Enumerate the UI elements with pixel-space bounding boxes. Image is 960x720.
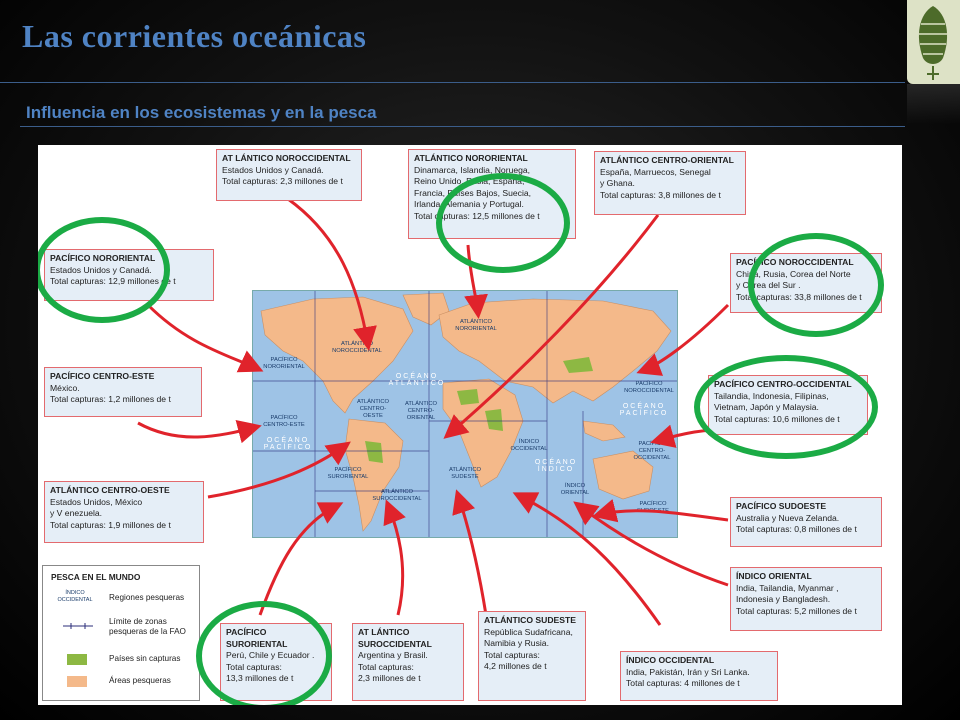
- box-total: Total capturas: 10,6 millones de t: [714, 413, 840, 424]
- map-legend: [42, 565, 200, 701]
- map-label-atlantico-centro-oriental: ATLÁNTICO CENTRO-ORIENTAL: [404, 401, 438, 421]
- box-countries: Tailandia, Indonesia, Filipinas,: [714, 390, 829, 401]
- highlight-circle-atlantico-nororiental: [436, 173, 570, 273]
- box-title: PACÍFICO SURORIENTAL: [226, 627, 288, 649]
- ocean-label-pacifico-west: OCÉANO PACÍFICO: [619, 403, 669, 417]
- box-title: ATLÁNTICO CENTRO-OESTE: [50, 485, 170, 495]
- slide-subtitle: Influencia en los ecosistemas y en la pesca: [26, 103, 377, 122]
- box-title: ATLÁNTICO CENTRO-ORIENTAL: [600, 155, 734, 165]
- box-countries: Perú, Chile y Ecuador .: [226, 650, 315, 660]
- box-title: AT LÁNTICO NOROCCIDENTAL: [222, 153, 351, 163]
- map-label-atlantico-noroccidental: ATLÁNTICO NOROCCIDENTAL: [332, 341, 382, 354]
- map-label-atlantico-nororiental: ATLÁNTICO NORORIENTAL: [455, 319, 497, 332]
- box-total: Total capturas: 1,2 millones de t: [50, 394, 171, 404]
- pinecone-logo: [907, 0, 960, 84]
- box-total: Total capturas: 5,2 millones de t: [736, 605, 857, 616]
- legend-areas: Áreas pesqueras: [109, 676, 171, 685]
- box-countries: Reino Unido, Rusia, España,: [414, 176, 525, 186]
- box-total: Total capturas: 33,8 millones de t: [736, 291, 862, 302]
- box-atlantico-sudeste: [478, 611, 586, 701]
- fishing-map-figure: [38, 145, 902, 705]
- box-total: Total capturas:: [484, 649, 540, 660]
- box-countries: y Corea del Sur .: [736, 280, 801, 290]
- highlight-circle-pacifico-nororiental: [38, 217, 170, 323]
- box-countries: y V enezuela.: [50, 508, 103, 518]
- box-total: Total capturas: 1,9 millones de t: [50, 519, 171, 530]
- box-title: AT LÁNTICO SUROCCIDENTAL: [358, 627, 432, 649]
- box-title: ÍNDICO ORIENTAL: [736, 571, 812, 581]
- map-label-pacifico-noroccidental: PACÍFICO NOROCCIDENTAL: [624, 381, 674, 394]
- box-countries: India, Tailandia, Myanmar ,: [736, 582, 839, 593]
- box-total: Total capturas: 3,8 millones de t: [600, 189, 721, 200]
- legend-sample-label: ÍNDICO OCCIDENTAL: [57, 590, 93, 603]
- box-countries: India, Pakistán, Irán y Sri Lanka.: [626, 666, 750, 677]
- box-total: Total capturas:: [358, 661, 414, 672]
- box-total: Total capturas:: [226, 661, 282, 672]
- map-label-indico-oriental: ÍNDICO ORIENTAL: [560, 483, 590, 496]
- box-title: ATLÁNTICO SUDESTE: [484, 615, 576, 625]
- box-title: PACÍFICO NOROCCIDENTAL: [736, 257, 854, 267]
- box-countries: Namibia y Rusia.: [484, 638, 549, 648]
- map-label-atlantico-centro-oeste: ATLÁNTICO CENTRO-OESTE: [356, 399, 390, 419]
- box-atlantico-centro-oriental: [594, 151, 746, 215]
- box-total-value: 2,3 millones de t: [358, 673, 421, 683]
- box-total-value: 13,3 millones de t: [226, 673, 294, 683]
- map-label-pacifico-centro-occidental: PACÍFICO CENTRO-OCCIDENTAL: [633, 441, 671, 461]
- box-countries: Estados Unidos, México: [50, 496, 143, 507]
- box-countries: Dinamarca, Islandia, Noruega,: [414, 164, 531, 175]
- title-divider: [0, 82, 905, 83]
- box-title: PACÍFICO CENTRO-ESTE: [50, 371, 155, 381]
- box-total: Total capturas: 4 millones de t: [626, 678, 740, 688]
- ocean-label-atlantico: OCÉANO ATLÁNTICO: [388, 373, 446, 387]
- box-countries: España, Marruecos, Senegal: [600, 166, 711, 177]
- map-label-atlantico-sudeste: ATLÁNTICO SUDESTE: [448, 467, 482, 480]
- box-atlantico-suroccidental: [352, 623, 464, 701]
- map-label-pacifico-sudoeste: PACÍFICO SUDOESTE: [637, 501, 669, 514]
- legend-no-catch-swatch: [67, 654, 87, 665]
- legend-title: PESCA EN EL MUNDO: [51, 572, 141, 582]
- legend-regiones: Regiones pesqueras: [109, 593, 185, 602]
- box-total: Total capturas: 12,9 millones de t: [50, 276, 176, 286]
- box-title: PACÍFICO CENTRO-OCCIDENTAL: [714, 379, 852, 389]
- ocean-label-indico: OCÉANO ÍNDICO: [534, 459, 578, 473]
- map-label-indico-occidental: ÍNDICO OCCIDENTAL: [510, 439, 548, 452]
- box-total: Total capturas: 12,5 millones de t: [414, 210, 540, 221]
- box-countries: República Sudafricana,: [484, 626, 573, 637]
- legend-fao-line-icon: [63, 622, 93, 630]
- box-title: PACÍFICO SUDOESTE: [736, 501, 827, 511]
- box-countries: China, Rusia, Corea del Norte: [736, 268, 851, 279]
- highlight-circle-pacifico-suroriental: [196, 601, 332, 705]
- box-indico-occidental: [620, 651, 778, 701]
- box-atlantico-centro-oeste: [44, 481, 204, 543]
- highlight-circle-pacifico-noroccidental: [748, 233, 884, 337]
- box-countries: Australia y Nueva Zelanda.: [736, 512, 840, 523]
- ocean-label-pacifico-east: OCÉANO PACÍFICO: [263, 437, 313, 451]
- highlight-circle-pacifico-centro-occidental: [694, 355, 878, 459]
- box-pacifico-sudoeste: [730, 497, 882, 547]
- slide-title: Las corrientes oceánicas: [22, 18, 367, 54]
- map-label-pacifico-suroriental: PACÍFICO SURORIENTAL: [327, 467, 369, 480]
- box-countries: Vietnam, Japón y Malaysia.: [714, 402, 819, 412]
- box-countries: Francia, Países Bajos, Suecia,: [414, 187, 532, 198]
- box-indico-oriental: [730, 567, 882, 631]
- legend-paises: Países sin capturas: [109, 654, 181, 663]
- box-title: PACÍFICO NORORIENTAL: [50, 253, 156, 263]
- box-total: Total capturas: 2,3 millones de t: [222, 176, 343, 186]
- box-title: ATLÁNTICO NORORIENTAL: [414, 153, 528, 163]
- box-total: Total capturas: 0,8 millones de t: [736, 524, 857, 534]
- box-total-value: 4,2 millones de t: [484, 661, 547, 671]
- box-title: ÍNDICO OCCIDENTAL: [626, 655, 715, 665]
- box-countries: Indonesia y Bangladesh.: [736, 594, 831, 604]
- legend-limite: Límite de zonas pesqueras de la FAO: [109, 617, 186, 636]
- box-pacifico-centro-este: [44, 367, 202, 417]
- box-countries: Estados Unidos y Canadá.: [222, 164, 324, 175]
- legend-fishing-area-swatch: [67, 676, 87, 687]
- map-label-pacifico-centro-este: PACÍFICO CENTRO-ESTE: [263, 415, 305, 428]
- pinecone-icon: [907, 0, 960, 84]
- logo-reflection: [907, 84, 960, 124]
- box-countries: Estados Unidos y Canadá.: [50, 264, 152, 275]
- map-label-atlantico-suroccidental: ATLÁNTICO SUROCCIDENTAL: [372, 489, 422, 502]
- box-countries: Argentina y Brasil.: [358, 650, 428, 660]
- box-countries: Irlanda, Alemania y Portugal.: [414, 199, 524, 209]
- box-atlantico-noroccidental: [216, 149, 362, 201]
- subtitle-divider: [20, 126, 905, 127]
- box-countries: y Ghana.: [600, 178, 635, 188]
- map-label-pacifico-nororiental: PACÍFICO NORORIENTAL: [263, 357, 305, 370]
- box-countries: México.: [50, 382, 80, 393]
